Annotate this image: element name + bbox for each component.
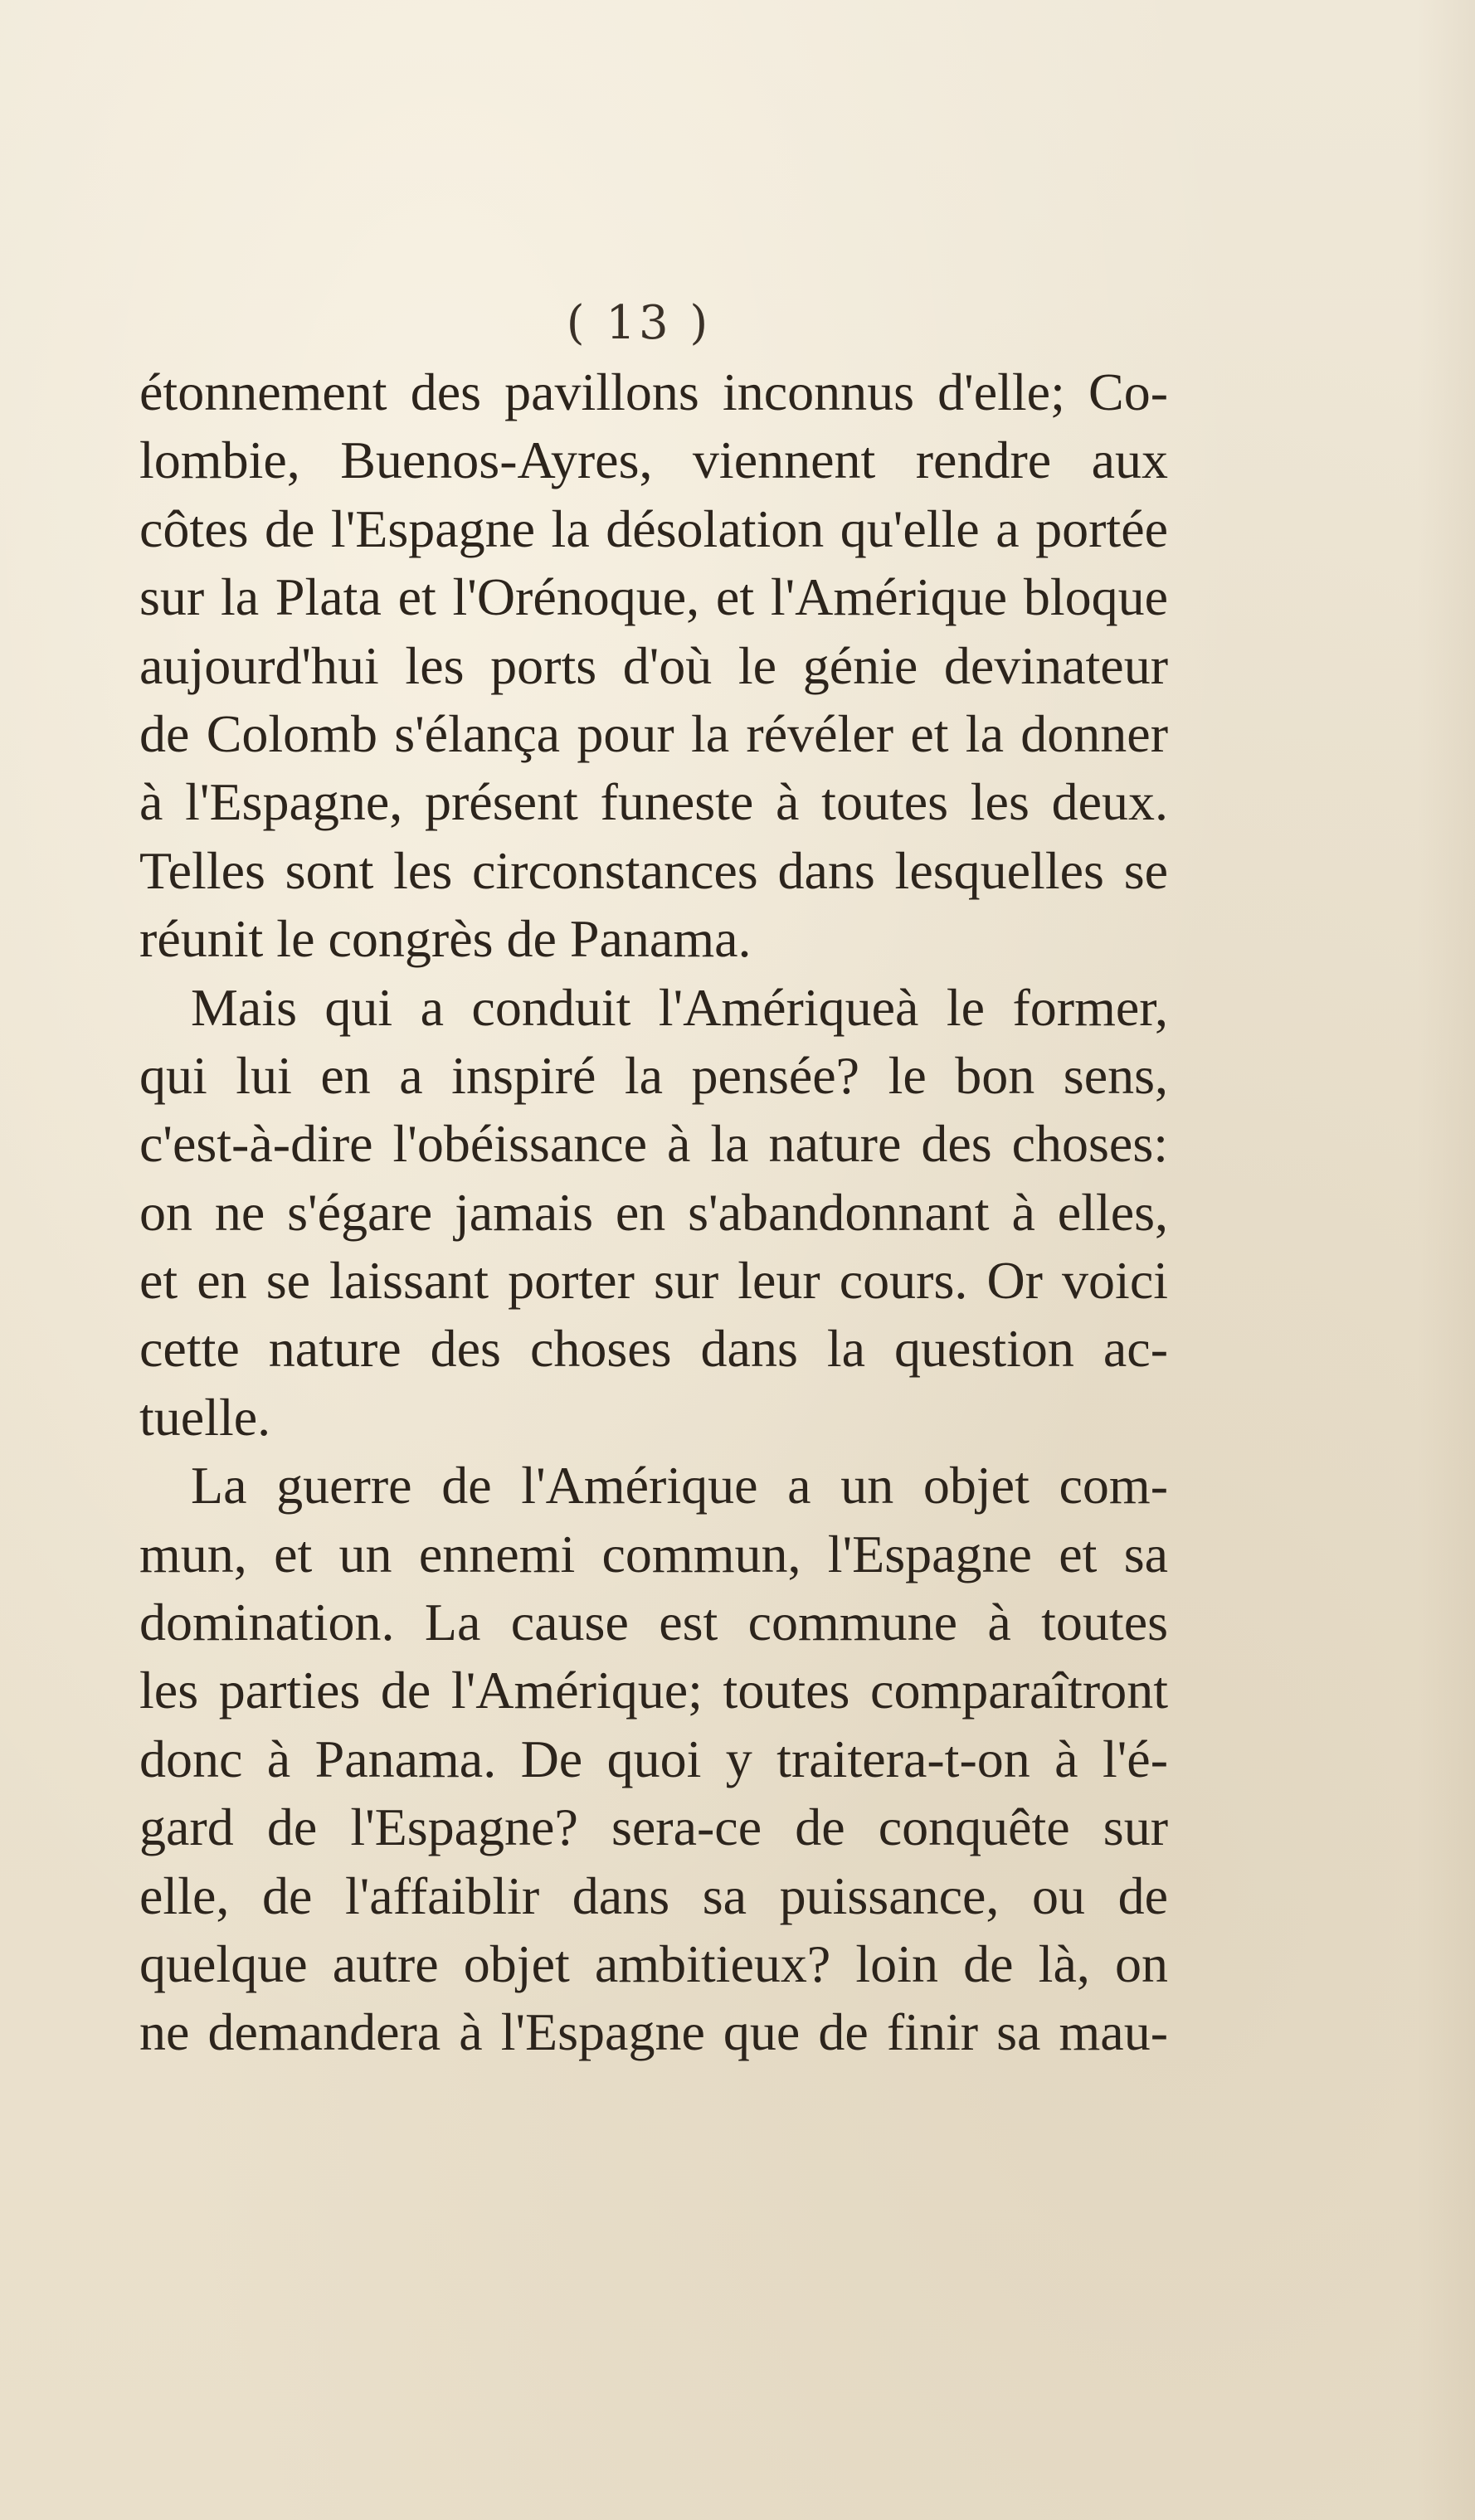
text-line: quelque autre objet ambitieux? loin de là, on [139,1934,1168,1993]
text-line: les parties de l'Amérique; toutes comparaîtront [139,1661,1168,1720]
text-line: ne demandera à l'Espagne que de finir sa mau- [139,2002,1168,2062]
page-number: ( 13 ) [566,296,712,350]
text-line: on ne s'égare jamais en s'abandonnant à elles, [139,1182,1168,1242]
text-line: étonnement des pavillons inconnus d'elle; Co- [139,362,1168,421]
body-text [139,358,1168,2067]
text-line: lombie, Buenos-Ayres, viennent rendre aux [139,431,1168,490]
text-line: Mais qui a conduit l'Amériqueà le former, [191,977,1168,1037]
text-line: donc à Panama. De quoi y traitera-t-on à l'é- [139,1729,1168,1788]
text-line: elle, de l'affaiblir dans sa puissance, ou de [139,1866,1168,1925]
text-line: de Colomb s'élança pour la révéler et la donner [139,703,1168,763]
text-line: aujourd'hui les ports d'où le génie devinateur [139,635,1168,695]
text-line: qui lui en a inspiré la pensée? le bon sens, [139,1045,1168,1105]
text-line: sur la Plata et l'Orénoque, et l'Amérique bloque [139,567,1168,627]
text-line: c'est-à-dire l'obéissance à la nature des choses: [139,1114,1168,1174]
text-line: gard de l'Espagne? sera-ce de conquête sur [139,1798,1168,1857]
text-line: domination. La cause est commune à toutes [139,1593,1168,1652]
text-line: côtes de l'Espagne la désolation qu'elle a portée [139,499,1168,558]
page-edge-shadow [1417,0,1475,2520]
text-line: et en se laissant porter sur leur cours. Or voici [139,1251,1168,1311]
text-line: à l'Espagne, présent funeste à toutes les deux. [139,772,1168,832]
text-line: réunit le congrès de Panama. [139,909,752,969]
text-line: cette nature des choses dans la question ac- [139,1319,1168,1379]
text-line: La guerre de l'Amérique a un objet com- [191,1456,1168,1515]
text-line: tuelle. [139,1387,271,1447]
text-line: Telles sont les circonstances dans lesquelles se [139,840,1168,900]
text-line: mun, et un ennemi commun, l'Espagne et sa [139,1524,1168,1584]
